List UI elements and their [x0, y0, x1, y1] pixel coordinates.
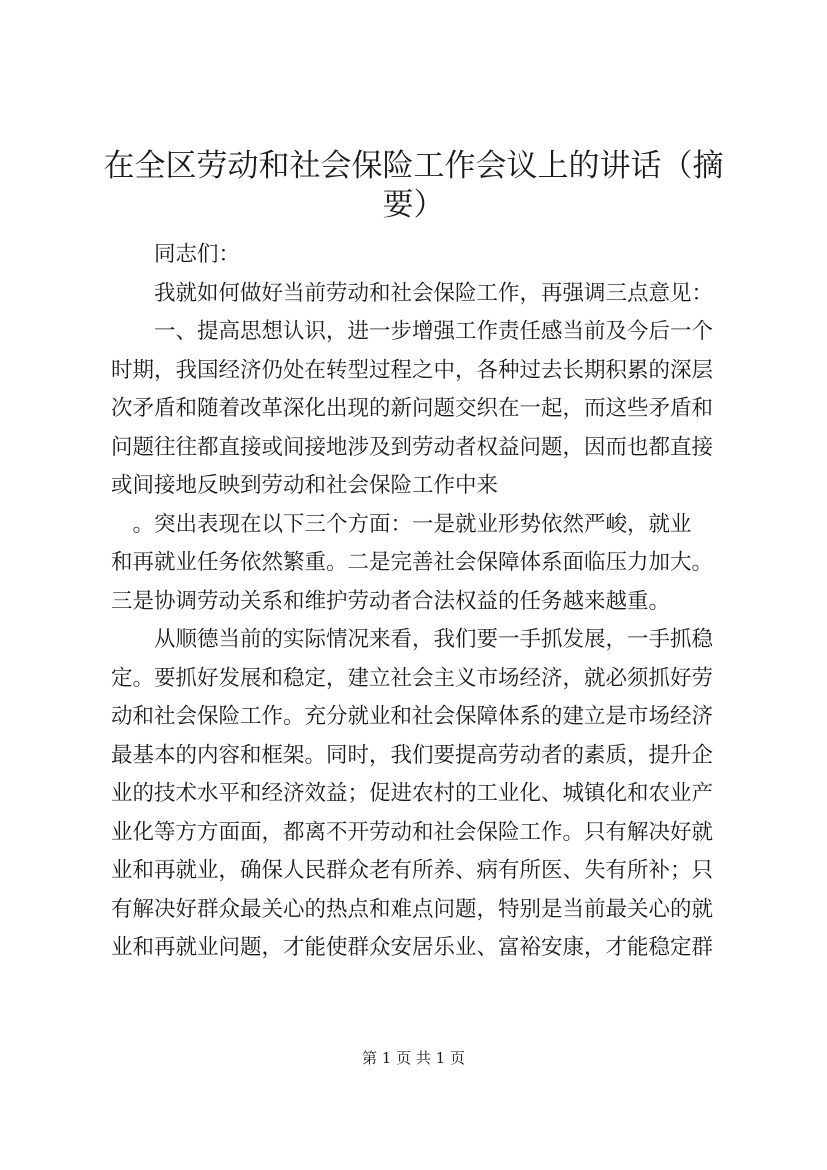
body-line: 时期，我国经济仍处在转型过程之中，各种过去长期积累的深层 — [111, 357, 714, 383]
body-line: 或间接地反映到劳动和社会保险工作中来 — [111, 473, 499, 498]
body-line: 次矛盾和随着改革深化出现的新问题交织在一起，而这些矛盾和 — [111, 396, 714, 421]
body-line: 定。要抓好发展和稳定，建立社会主义市场经济，就必须抓好劳 — [111, 665, 714, 691]
body-line: 我就如何做好当前劳动和社会保险工作，再强调三点意见： — [111, 280, 714, 306]
body-line: 三是协调劳动关系和维护劳动者合法权益的任务越来越重。 — [111, 588, 671, 614]
body-line: 有解决好群众最关心的热点和难点问题，特别是当前最关心的就 — [111, 896, 714, 922]
body-line: 业和再就业，确保人民群众老有所养、病有所医、失有所补；只 — [111, 858, 714, 883]
document-title — [100, 144, 727, 221]
body-line: 同志们： — [111, 242, 241, 267]
body-line: 一、提高思想认识，进一步增强工作责任感当前及今后一个 — [111, 319, 714, 344]
body-line: 和再就业任务依然繁重。二是完善社会保障体系面临压力加大。 — [111, 550, 714, 575]
body-line: 最基本的内容和框架。同时，我们要提高劳动者的素质，提升企 — [111, 742, 714, 768]
page-footer: 第 1 页 共 1 页 — [362, 1049, 465, 1067]
body-line: 业和再就业问题，才能使群众安居乐业、富裕安康，才能稳定群 — [111, 935, 714, 960]
title-line-2: 要） — [382, 186, 445, 223]
body-line: 业的技术水平和经济效益；促进农村的工业化、城镇化和农业产 — [111, 781, 714, 806]
document-body — [111, 236, 731, 968]
body-line: 。突出表现在以下三个方面：一是就业形势依然严峻，就业 — [111, 511, 692, 537]
body-line: 从顺德当前的实际情况来看，我们要一手抓发展，一手抓稳 — [111, 627, 714, 652]
title-line-1: 在全区劳动和社会保险工作会议上的讲话（摘 — [103, 148, 724, 184]
body-line: 问题往往都直接或间接地涉及到劳动者权益问题，因而也都直接 — [111, 434, 714, 460]
body-line: 动和社会保险工作。充分就业和社会保障体系的建立是市场经济 — [111, 704, 714, 729]
body-line: 业化等方方面面，都离不开劳动和社会保险工作。只有解决好就 — [111, 819, 714, 845]
